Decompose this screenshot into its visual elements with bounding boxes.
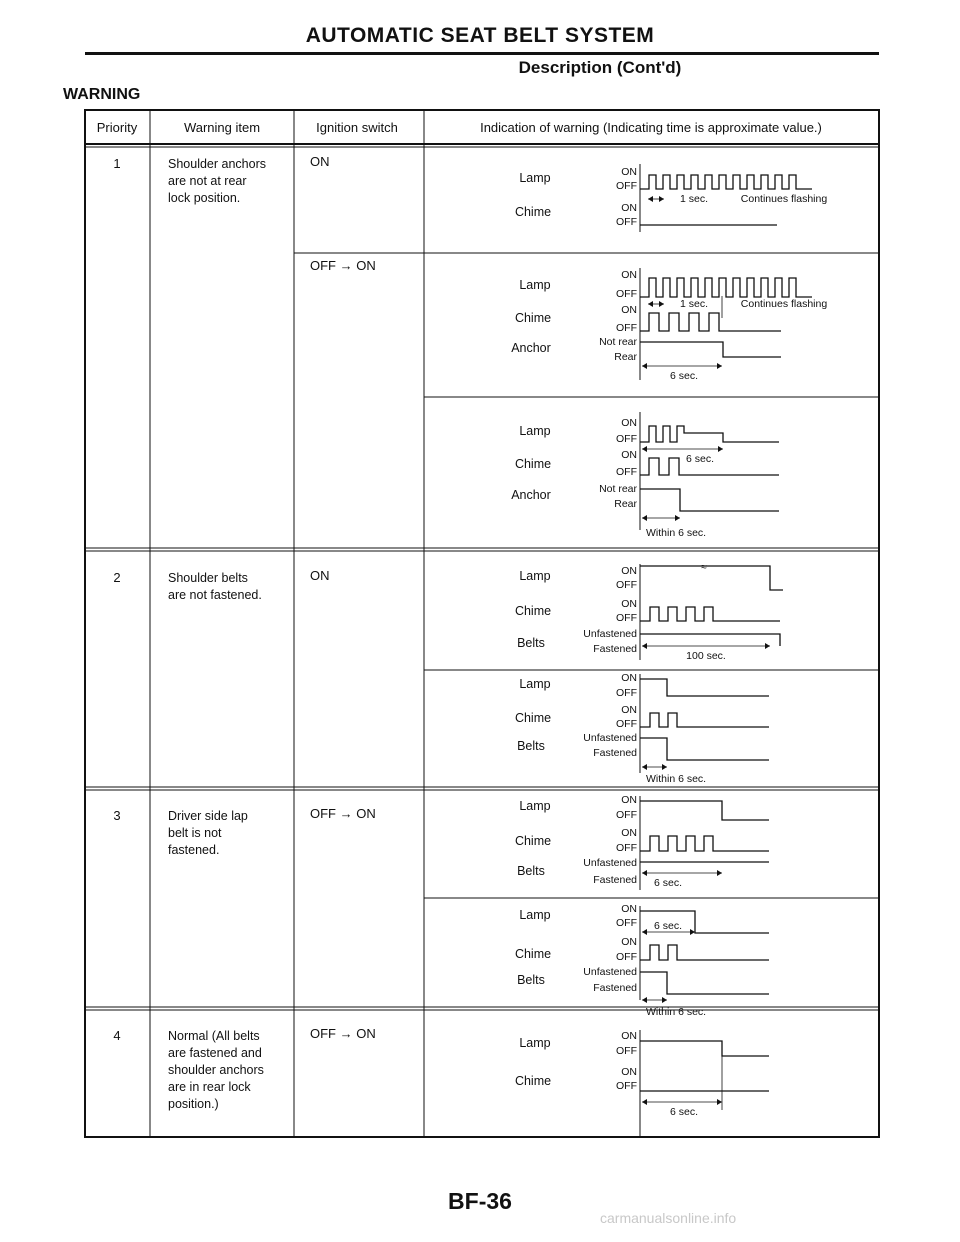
level-label: OFF [616,322,637,334]
timing-label: 6 sec. [669,1106,699,1118]
ignition-value: ON [310,154,330,169]
warning-item-text: Shoulder anchors [168,157,266,171]
level-label: ON [621,672,637,684]
level-label: Unfastened [583,732,637,744]
arrowhead [690,929,695,935]
signal-name: Chime [514,711,552,725]
level-label: OFF [616,612,637,624]
level-label: ON [621,166,637,178]
priority-value: 2 [113,570,121,585]
page-title: AUTOMATIC SEAT BELT SYSTEM [305,24,655,47]
signal-name: Belts [517,973,545,987]
level-label: Not rear [599,483,637,495]
level-label: OFF [616,216,637,228]
level-label: ON [621,1030,637,1042]
pulse-train [640,607,780,621]
timing-label: Continues flashing [740,298,828,310]
level-label: OFF [616,1045,637,1057]
signal-name: Lamp [519,278,551,292]
signal-name: Chime [514,457,552,471]
pulse-train [640,313,781,331]
level-label: ON [621,936,637,948]
level-label: ON [621,202,637,214]
arrowhead [648,196,653,202]
signal-name: Belts [517,636,545,650]
header-indication: Indication of warning (Indicating time is approximate value.) [480,120,822,135]
belts-trace [640,634,780,646]
level-label: OFF [616,180,637,192]
level-label: OFF [616,433,637,445]
timing-label: 1 sec. [679,298,709,310]
signal-name: Belts [517,864,545,878]
signal-name: Chime [514,1074,552,1088]
timing-label: 1 sec. [679,193,709,205]
ignition-value: OFF → ON [310,258,376,273]
warning-item-text: are not fastened. [168,588,262,602]
level-label: ON [621,1066,637,1078]
level-label: OFF [616,809,637,821]
warning-item-text: Shoulder belts [168,571,248,585]
level-label: Fastened [593,747,637,759]
signal-name: Lamp [519,569,551,583]
arrowhead [642,997,647,1003]
timing-label: Continues flashing [740,193,828,205]
arrowhead [648,301,653,307]
timing-label: 6 sec. [653,920,683,932]
lamp-trace [640,1041,769,1056]
lamp-trace [640,801,769,820]
timing-label: 6 sec. [653,877,683,889]
level-label: ON [621,903,637,915]
level-label: Fastened [593,982,637,994]
signal-name: Lamp [519,424,551,438]
level-label: ON [621,269,637,281]
arrowhead [642,764,647,770]
arrowhead [717,363,722,369]
level-label: Rear [614,351,637,363]
arrowhead [642,515,647,521]
pulse-train [640,713,769,727]
watermark: carmanualsonline.info [600,1210,737,1226]
section-heading: WARNING [63,86,141,103]
level-label: Unfastened [583,966,637,978]
level-label: OFF [616,579,637,591]
level-label: ON [621,417,637,429]
ignition-value: OFF → ON [310,806,376,821]
level-label: Not rear [599,336,637,348]
level-label: OFF [616,466,637,478]
warning-item-text: are in rear lock [168,1080,251,1094]
lamp-trace [640,679,769,696]
priority-value: 4 [113,1028,121,1043]
warning-item-text: position.) [168,1097,219,1111]
lamp-trace [640,426,779,442]
pulse-train [640,945,769,960]
belts-trace [640,972,769,994]
warning-item-text: Normal (All belts [168,1029,260,1043]
level-label: Fastened [593,874,637,886]
level-label: ON [621,449,637,461]
lamp-trace [640,566,783,590]
arrowhead [642,446,647,452]
header-priority: Priority [96,120,138,135]
warning-item-text: lock position. [168,191,241,205]
timing-label: Within 6 sec. [646,773,707,785]
header-ignition-switch: Ignition switch [316,120,398,135]
signal-name: Lamp [519,171,551,185]
pulse-train [640,278,812,297]
level-label: Unfastened [583,857,637,869]
break-mark: ≈ [701,562,707,573]
priority-value: 3 [113,808,121,823]
timing-label: Within 6 sec. [646,527,707,539]
level-label: ON [621,598,637,610]
level-label: ON [621,565,637,577]
signal-name: Lamp [519,908,551,922]
signal-name: Chime [514,205,552,219]
arrowhead [642,929,647,935]
arrowhead [642,1099,647,1105]
level-label: Fastened [593,643,637,655]
ignition-value: OFF → ON [310,1026,376,1041]
warning-item-text: belt is not [168,826,222,840]
level-label: OFF [616,1080,637,1092]
signal-name: Lamp [519,1036,551,1050]
arrowhead [675,515,680,521]
priority-value: 1 [113,156,121,171]
arrowhead [717,1099,722,1105]
page-subtitle: Description (Cont'd) [518,58,682,77]
level-label: Unfastened [583,628,637,640]
level-label: ON [621,304,637,316]
signal-name: Lamp [519,799,551,813]
level-label: ON [621,827,637,839]
belts-trace [640,738,769,760]
anchor-trace [640,342,781,357]
header-warning-item: Warning item [183,120,261,135]
level-label: OFF [616,288,637,300]
signal-name: Chime [514,947,552,961]
level-label: OFF [616,842,637,854]
arrowhead [642,870,647,876]
pulse-train [640,836,769,851]
level-label: OFF [616,917,637,929]
level-label: ON [621,794,637,806]
signal-name: Lamp [519,677,551,691]
timing-label: 100 sec. [686,650,726,662]
level-label: Rear [614,498,637,510]
timing-label: 6 sec. [685,453,715,465]
arrowhead [659,301,664,307]
pulse-train [640,175,812,189]
warning-item-text: are fastened and [168,1046,262,1060]
signal-name: Chime [514,834,552,848]
warning-item-text: Driver side lap [168,809,248,823]
arrowhead [717,870,722,876]
signal-name: Anchor [511,341,551,355]
arrowhead [765,643,770,649]
page-number: BF-36 [448,1188,512,1214]
timing-label: 6 sec. [669,370,699,382]
ignition-value: ON [310,568,330,583]
level-label: OFF [616,687,637,699]
warning-item-text: are not at rear [168,174,247,188]
warning-item-text: shoulder anchors [168,1063,264,1077]
table-border [85,110,879,1137]
timing-label: Within 6 sec. [646,1006,707,1018]
anchor-trace [640,489,779,511]
signal-name: Chime [514,604,552,618]
signal-name: Anchor [511,488,551,502]
arrowhead [718,446,723,452]
arrowhead [662,764,667,770]
signal-name: Belts [517,739,545,753]
warning-item-text: fastened. [168,843,220,857]
level-label: ON [621,704,637,716]
level-label: OFF [616,718,637,730]
arrowhead [642,643,647,649]
arrowhead [642,363,647,369]
arrowhead [659,196,664,202]
signal-name: Chime [514,311,552,325]
level-label: OFF [616,951,637,963]
arrowhead [662,997,667,1003]
